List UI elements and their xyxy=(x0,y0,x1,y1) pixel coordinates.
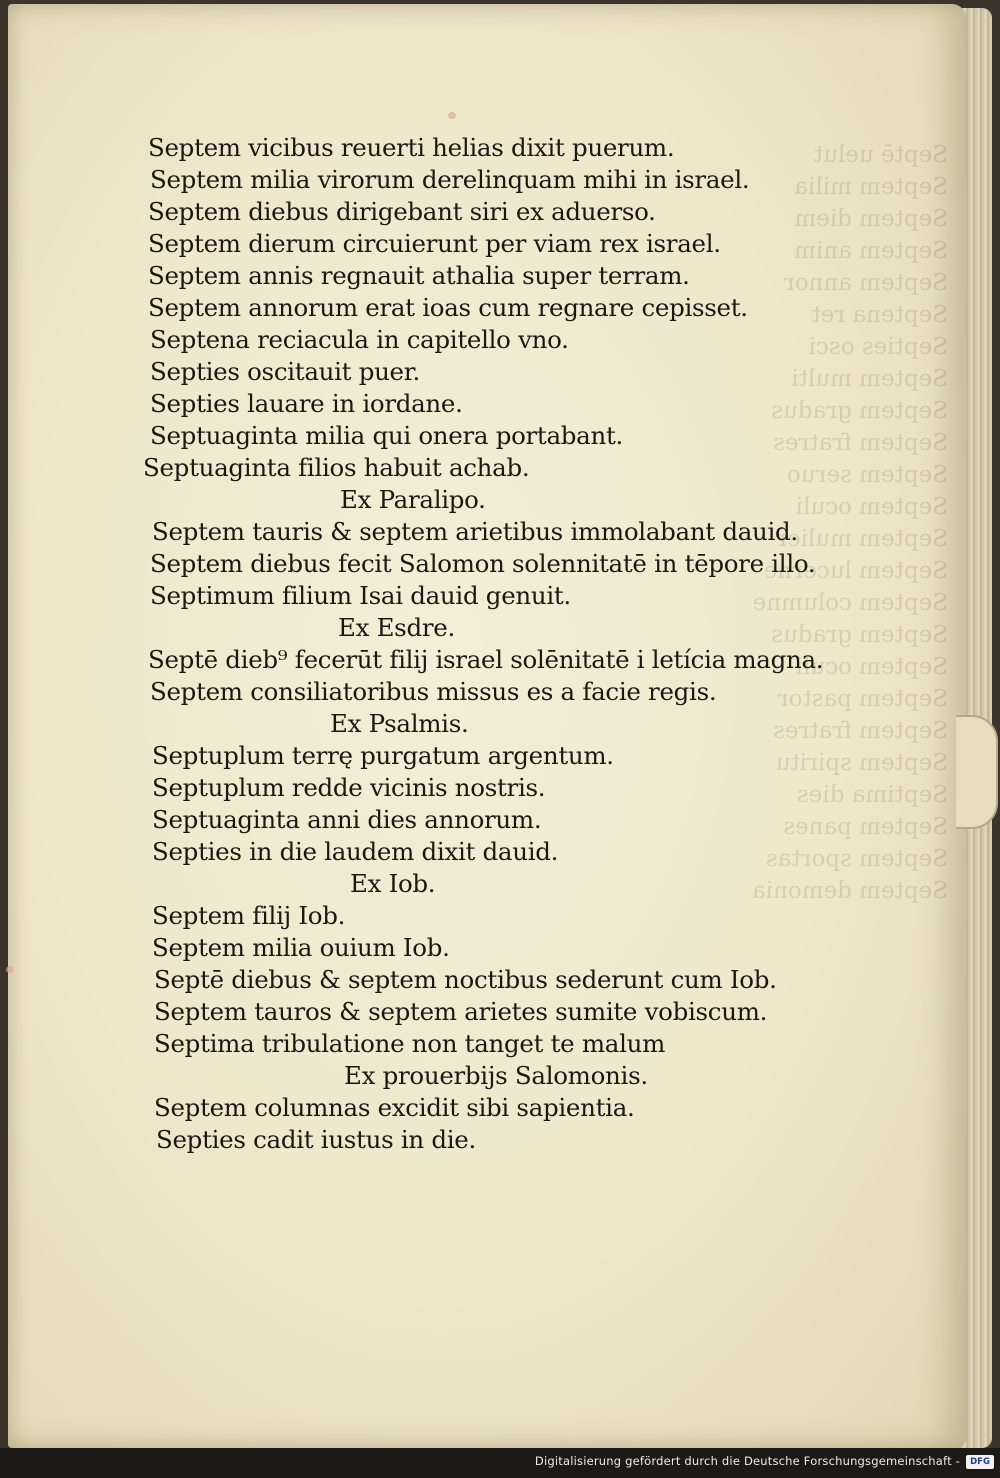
text-line: Septem milia virorum derelinquam mihi in israel. xyxy=(150,165,750,194)
text-line: Septem tauros & septem arietes sumite vobiscum. xyxy=(154,997,768,1026)
text-line: Septuaginta anni dies annorum. xyxy=(152,805,542,834)
section-heading: Ex Psalmis. xyxy=(330,709,469,738)
text-line: Septem vicibus reuerti helias dixit puerum. xyxy=(148,133,675,162)
show-through-text: Septē uelut Septem milia Septem diem Septem anim Septem annor Septena ret Septies osci Septem multi Septem gradus Septem fratres Septem seruo Septem oculi Septem mulier Septem lucerne Septem columne Septem gradus Septem oculi Septem pastor Septem fratres Septem spiritu Septima dies Septem panes Septem sportas Septem demonia xyxy=(752,142,948,904)
text-line: Septem consiliatoribus missus es a facie regis. xyxy=(150,677,717,706)
section-heading: Ex Iob. xyxy=(350,869,436,898)
dfg-logo: DFG xyxy=(966,1455,994,1469)
text-line: Septuaginta milia qui onera portabant. xyxy=(150,421,623,450)
text-line: Septem annis regnauit athalia super terram. xyxy=(148,261,690,290)
text-line: Septuaginta filios habuit achab. xyxy=(143,453,530,482)
text-line: Septena reciacula in capitello vno. xyxy=(150,325,569,354)
text-line: Septimum filium Isai dauid genuit. xyxy=(150,581,571,610)
footer-bar xyxy=(0,1448,1000,1478)
text-line: Septies oscitauit puer. xyxy=(150,357,420,386)
text-line: Septē diebus & septem noctibus sederunt cum Iob. xyxy=(154,965,777,994)
text-line: Septem milia ouium Iob. xyxy=(152,933,450,962)
page-text xyxy=(0,132,940,1156)
section-heading: Ex Esdre. xyxy=(338,613,455,642)
text-line: Septem columnas excidit sibi sapientia. xyxy=(154,1093,635,1122)
text-line: Septuplum terrę purgatum argentum. xyxy=(152,741,614,770)
text-line: Septem diebus fecit Salomon solennitatē in tēpore illo. xyxy=(150,549,816,578)
text-line: Septem filij Iob. xyxy=(152,901,346,930)
text-line: Septima tribulatione non tanget te malum xyxy=(154,1029,666,1058)
digitization-credit: Digitalisierung gefördert durch die Deutsche Forschungsgemeinschaft - xyxy=(534,1454,960,1468)
text-line: Septem tauris & septem arietibus immolabant dauid. xyxy=(152,517,798,546)
text-line: Septies lauare in iordane. xyxy=(150,389,463,418)
text-line: Septem annorum erat ioas cum regnare cepisset. xyxy=(148,293,748,322)
section-heading: Ex prouerbijs Salomonis. xyxy=(344,1061,648,1090)
paper-blemish xyxy=(448,112,456,119)
text-line: Septies cadit iustus in die. xyxy=(156,1125,476,1154)
section-heading: Ex Paralipo. xyxy=(340,485,486,514)
text-line: Septies in die laudem dixit dauid. xyxy=(152,837,559,866)
text-line: Septem dierum circuierunt per viam rex israel. xyxy=(148,229,721,258)
text-line: Septē dieb⁹ fecerūt filij israel solēnitatē i letícia magna. xyxy=(148,645,824,674)
text-line: Septem diebus dirigebant siri ex aduerso. xyxy=(148,197,656,226)
text-line: Septuplum redde vicinis nostris. xyxy=(152,773,546,802)
